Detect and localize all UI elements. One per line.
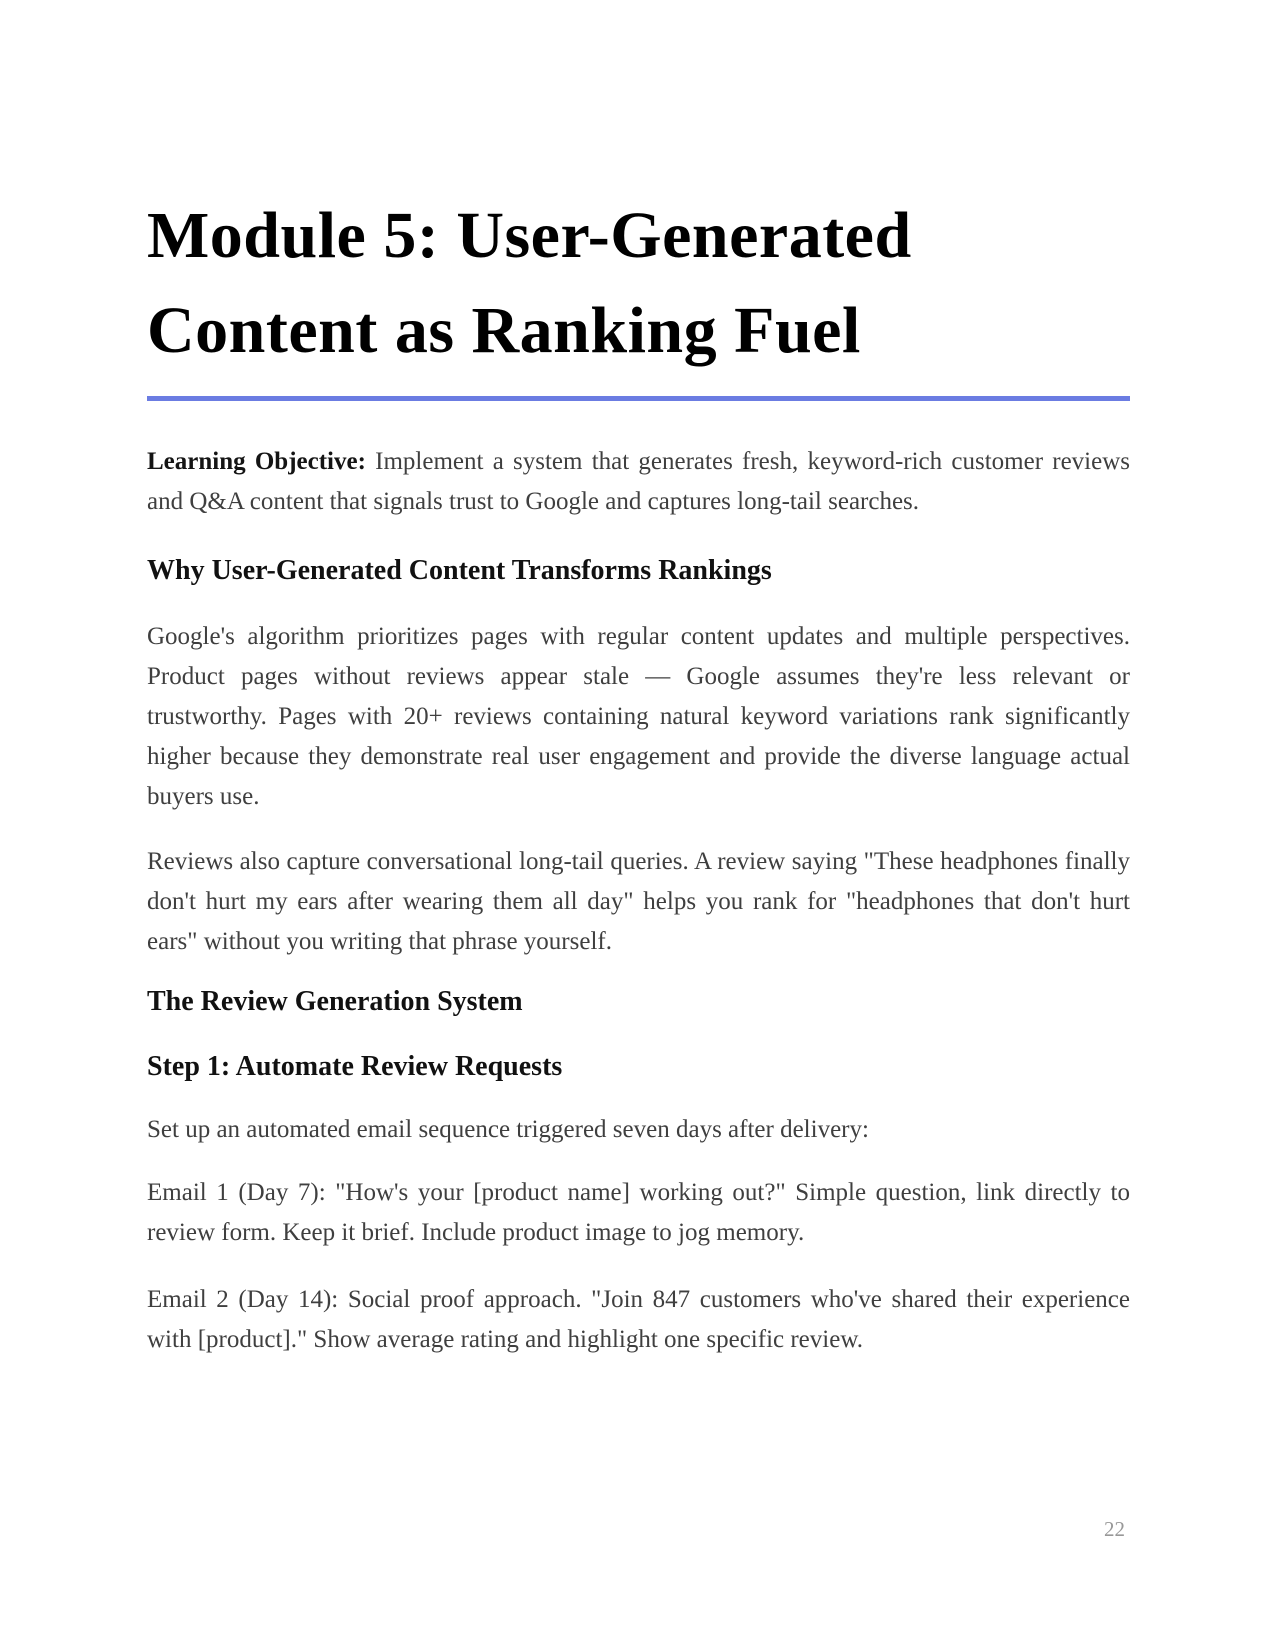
page-number: 22 bbox=[1104, 1517, 1125, 1541]
paragraph-email-sequence-intro: Set up an automated email sequence triggered seven days after delivery: bbox=[147, 1116, 869, 1143]
heading-why-ugc-transforms-rankings: Why User-Generated Content Transforms Rankings bbox=[147, 555, 772, 586]
learning-objective-label: Learning Objective: bbox=[147, 448, 366, 475]
paragraph-reviews-long-tail: Reviews also capture conversational long-tail queries. A review saying "These headphones finally don't hurt my ears after wearing them all day" helps you rank for "headphones that don't hurt ears" without you writing that phrase yourself. bbox=[147, 848, 1130, 955]
learning-objective-text: Implement a system that generates fresh, keyword-rich customer reviews and Q&A content that signals trust to Google and captures long-tail searches. bbox=[147, 448, 1130, 515]
paragraph-algorithm-prioritizes: Google's algorithm prioritizes pages with regular content updates and multiple perspectives. Product pages without reviews appear stale — Google assumes they're less relevant or trustworthy. Pages with 20+ reviews containing natural keyword variations rank significantly higher because they demonstrate real user engagement and provide the diverse language actual buyers use. bbox=[147, 623, 1130, 810]
learning-objective-paragraph bbox=[147, 442, 1130, 522]
page-title: Module 5: User-Generated Content as Ranking Fuel bbox=[147, 199, 912, 367]
heading-step1-automate-review-requests: Step 1: Automate Review Requests bbox=[147, 1051, 563, 1082]
heading-review-generation-system: The Review Generation System bbox=[147, 986, 523, 1017]
paragraph-email-2-day-14: Email 2 (Day 14): Social proof approach. "Join 847 customers who've shared their experience with [product]." Show average rating and highlight one specific review. bbox=[147, 1286, 1130, 1353]
paragraph-email-1-day-7: Email 1 (Day 7): "How's your [product name] working out?" Simple question, link directly to review form. Keep it brief. Include product image to jog memory. bbox=[147, 1179, 1130, 1246]
title-divider bbox=[147, 396, 1130, 401]
